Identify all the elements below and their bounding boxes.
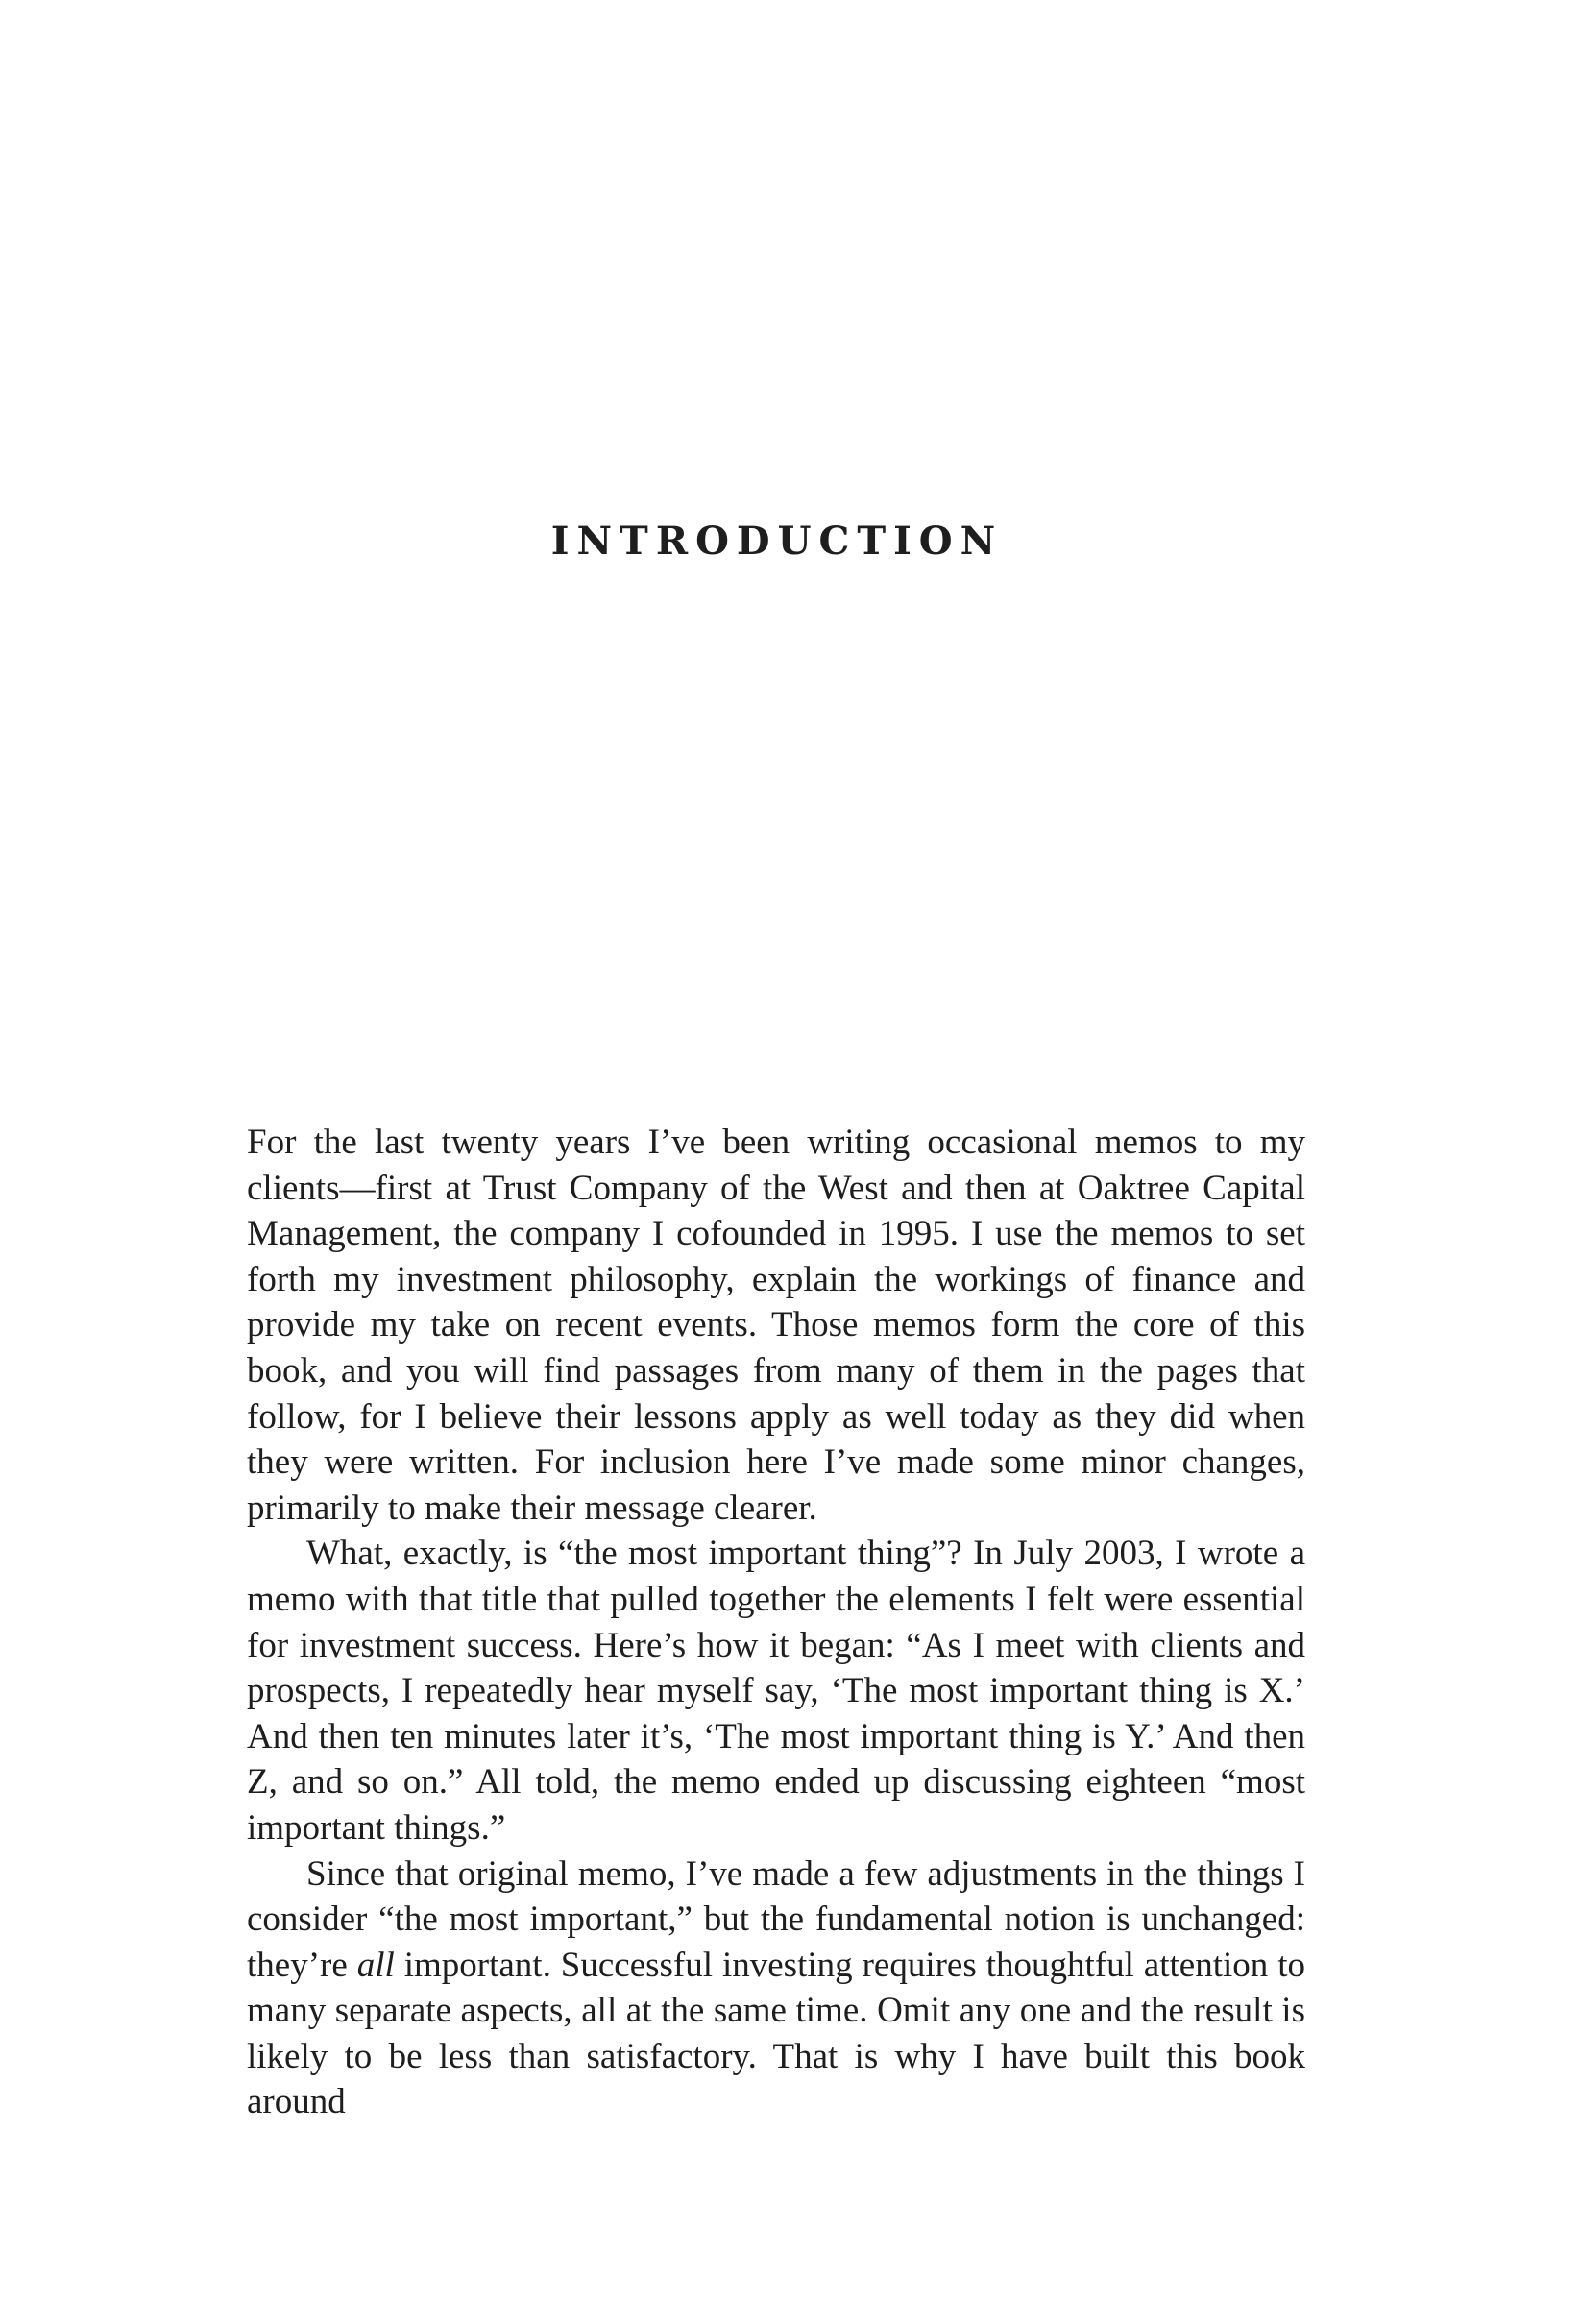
- body-text: [247, 1120, 1305, 2125]
- paragraph-3: [247, 1852, 1305, 2126]
- emphasis-all: all: [356, 1945, 395, 1985]
- paragraph-3-tail: important. Successful investing requires thoughtful attention to many separate aspects, all at the same time. Omit any one and the result is likely to be less than satisfactory. That is why I have built this book around: [247, 1945, 1305, 2122]
- paragraph-1: For the last twenty years I’ve been writing occasional memos to my clients—first at Trust Company of the West and then at Oaktree Capital Management, the company I cofounded in 1995. I use the memos to set forth my investment philosophy, explain the workings of finance and provide my take on recent events. Those memos form the core of this book, and you will find passages from many of them in the pages that follow, for I believe their lessons apply as well today as they did when they were written. For inclusion here I’ve made some minor changes, primarily to make their message clearer.: [247, 1123, 1305, 1528]
- paragraph-2: What, exactly, is “the most important thing”? In July 2003, I wrote a memo with that title that pulled together the elements I felt were essential for investment success. Here’s how it began: “As I meet with clients and prospects, I repeatedly hear myself say, ‘The most important thing is X.’ And then ten minutes later it’s, ‘The most important thing is Y.’ And then Z, and so on.” All told, the memo ended up discussing eighteen “most important things.”: [247, 1534, 1305, 1848]
- chapter-title: INTRODUCTION: [550, 519, 1004, 564]
- paragraph-3-lead: Since that original memo, I’ve made a few adjustments in the things I consider “the most important,” but the fundamental notion is unchanged: they’re: [247, 1853, 1305, 1985]
